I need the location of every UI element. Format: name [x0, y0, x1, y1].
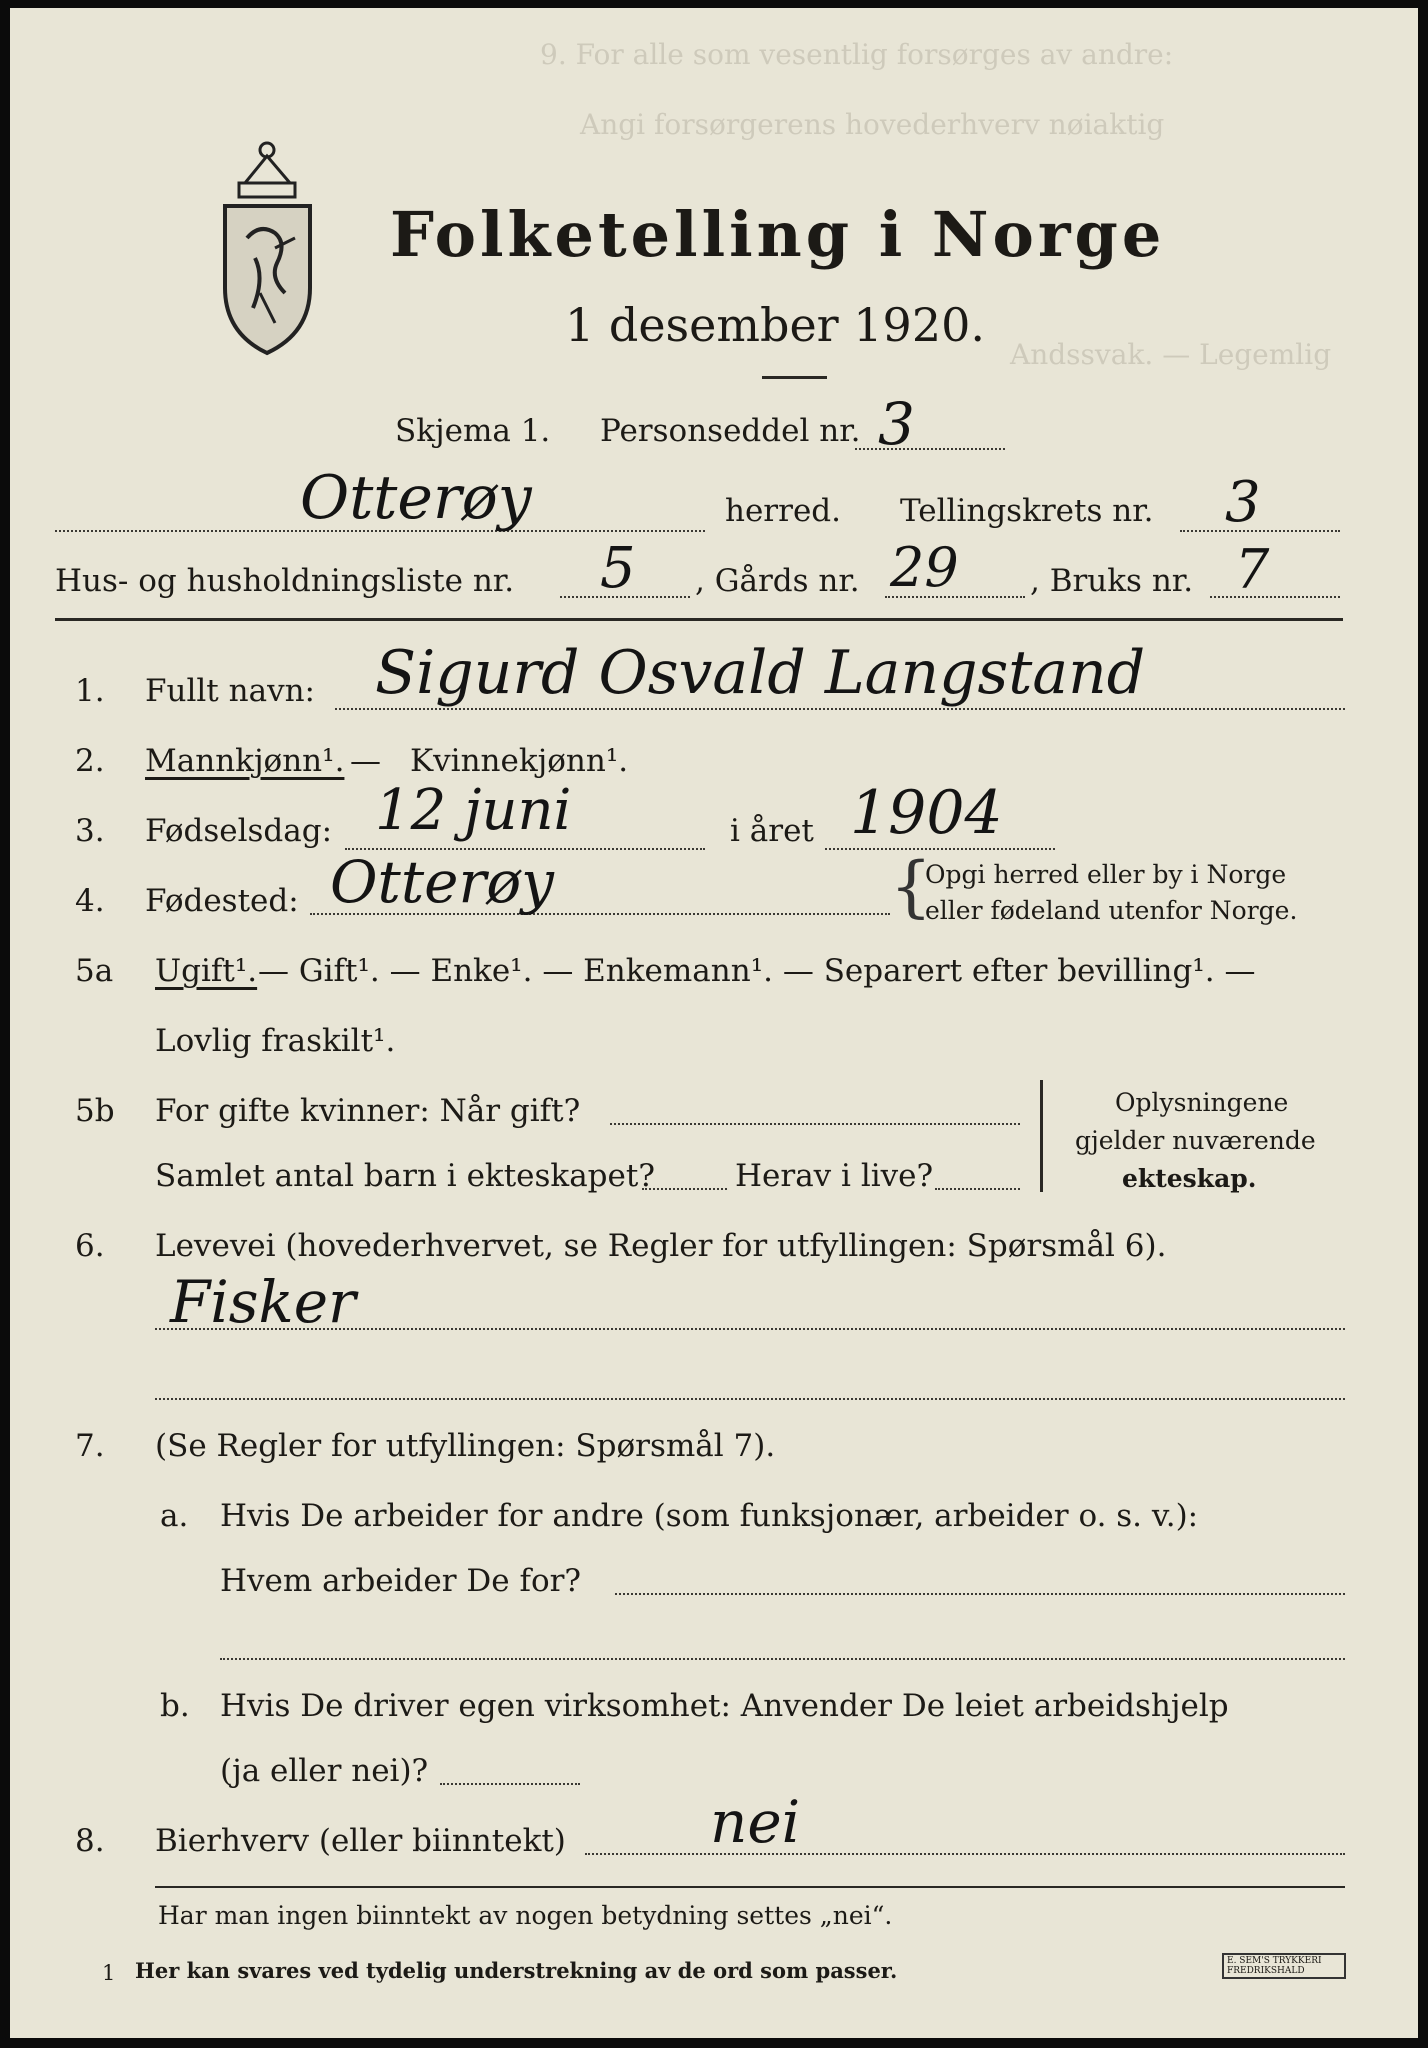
husholdningsliste-label: Hus- og husholdningsliste nr.: [55, 563, 515, 599]
male-option[interactable]: Mannkjønn¹.: [145, 743, 345, 779]
bleed-through-text: 9. For alle som vesentlig forsørges av andre:: [540, 38, 1174, 71]
hired-help-field-line[interactable]: [440, 1783, 580, 1785]
census-date: 1 desember 1920.: [565, 298, 985, 352]
husholdningsliste-value[interactable]: 5: [600, 536, 636, 601]
employer-field-line-1[interactable]: [615, 1593, 1345, 1595]
personseddel-value[interactable]: 3: [878, 390, 915, 458]
form-title: Folketelling i Norge: [390, 198, 1166, 271]
q7a-text: Hvis De arbeider for andre (som funksjonær, arbeider o. s. v.):: [220, 1498, 1199, 1534]
bruks-field-line: [1210, 596, 1340, 598]
bleed-through-text: Andssvak. — Legemlig: [1010, 338, 1332, 371]
q5a-number: 5a: [75, 953, 114, 989]
female-option[interactable]: Kvinnekjønn¹.: [410, 743, 629, 779]
tellingskrets-value[interactable]: 3: [1225, 470, 1261, 535]
q1-field-line: [335, 708, 1345, 710]
side-income-field-line: [585, 1853, 1345, 1855]
q4-label: Fødested:: [145, 883, 299, 919]
q5b-note-line2: gjelder nuværende: [1075, 1126, 1316, 1155]
full-name-value[interactable]: Sigurd Osvald Langstand: [375, 638, 1146, 708]
printer-stamp: E. SEM'S TRYKKERI FREDRIKSHALD: [1222, 1953, 1346, 1979]
lovlig-fraskilt-option[interactable]: Lovlig fraskilt¹.: [155, 1023, 396, 1059]
coat-of-arms-icon: [215, 128, 320, 358]
alive-field-line[interactable]: [935, 1188, 1020, 1190]
q8-number: 8.: [75, 1823, 105, 1859]
q7-label: (Se Regler for utfyllingen: Spørsmål 7).: [155, 1428, 776, 1464]
footnote-number: 1: [102, 1961, 116, 1985]
q5b-note-line1: Oplysningene: [1115, 1088, 1289, 1117]
q4-brace: {: [890, 848, 932, 925]
q5b-number: 5b: [75, 1093, 115, 1129]
children-field-line[interactable]: [642, 1188, 727, 1190]
footer-divider: [155, 1886, 1345, 1888]
bleed-through-text: Angi forsørgerens hovederhverv nøiaktig: [580, 108, 1165, 141]
q1-label: Fullt navn:: [145, 673, 315, 709]
q3-label: Fødselsdag:: [145, 813, 333, 849]
q4-number: 4.: [75, 883, 105, 919]
employer-field-line-2[interactable]: [220, 1658, 1345, 1660]
marital-options[interactable]: — Gift¹. — Enke¹. — Enkemann¹. — Separert efter bevilling¹. —: [258, 953, 1256, 989]
occupation-field-line-2: [155, 1398, 1345, 1400]
footer-note: Har man ingen biinntekt av nogen betydning settes „nei“.: [158, 1901, 893, 1930]
birthplace-value[interactable]: Otterøy: [330, 848, 554, 916]
q8-label: Bierhverv (eller biinntekt): [155, 1823, 566, 1859]
birthday-value[interactable]: 12 juni: [375, 778, 572, 843]
census-form-page: [10, 8, 1418, 2038]
q7b-letter: b.: [160, 1688, 190, 1724]
header-divider: [55, 618, 1343, 621]
title-divider: [762, 376, 827, 379]
q1-number: 1.: [75, 673, 105, 709]
q7a-letter: a.: [160, 1498, 189, 1534]
q5b-alive-label: Herav i live?: [735, 1158, 934, 1194]
q3-number: 3.: [75, 813, 105, 849]
herred-label: herred.: [725, 493, 841, 529]
skjema-label: Skjema 1.: [395, 413, 551, 449]
year-label: i året: [730, 813, 814, 849]
q4-note-line2: eller fødeland utenfor Norge.: [925, 896, 1298, 925]
personseddel-label: Personseddel nr.: [600, 413, 861, 449]
q2-separator: —: [350, 743, 381, 779]
occupation-field-line-1: [155, 1328, 1345, 1330]
q6-number: 6.: [75, 1228, 105, 1264]
herred-value[interactable]: Otterøy: [300, 463, 532, 533]
gards-value[interactable]: 29: [890, 536, 959, 599]
occupation-value[interactable]: Fisker: [170, 1268, 356, 1336]
q7b-question: (ja eller nei)?: [220, 1753, 429, 1789]
side-income-value[interactable]: nei: [710, 1788, 801, 1856]
q7a-question: Hvem arbeider De for?: [220, 1563, 582, 1599]
footnote-text: Her kan svares ved tydelig understrekning av de ord som passer.: [135, 1958, 898, 1983]
bruks-value[interactable]: 7: [1235, 538, 1270, 601]
q5b-children-label: Samlet antal barn i ekteskapet?: [155, 1158, 655, 1194]
birth-year-field-line: [825, 848, 1055, 850]
q5b-note-line3: ekteskap.: [1122, 1164, 1257, 1193]
q6-label: Levevei (hovederhvervet, se Regler for utfyllingen: Spørsmål 6).: [155, 1228, 1167, 1264]
q4-note-line1: Opgi herred eller by i Norge: [925, 860, 1287, 889]
when-married-field-line[interactable]: [610, 1123, 1020, 1125]
q5b-when-married: For gifte kvinner: Når gift?: [155, 1093, 581, 1129]
bruks-label: , Bruks nr.: [1030, 563, 1194, 599]
q2-number: 2.: [75, 743, 105, 779]
q7-number: 7.: [75, 1428, 105, 1464]
tellingskrets-label: Tellingskrets nr.: [900, 493, 1154, 529]
q5b-bracket: [1040, 1080, 1043, 1192]
birth-year-value[interactable]: 1904: [850, 778, 1003, 848]
gards-label: , Gårds nr.: [695, 563, 860, 599]
ugift-option[interactable]: Ugift¹.: [155, 953, 258, 989]
q7b-text: Hvis De driver egen virksomhet: Anvender De leiet arbeidshjelp: [220, 1688, 1229, 1724]
